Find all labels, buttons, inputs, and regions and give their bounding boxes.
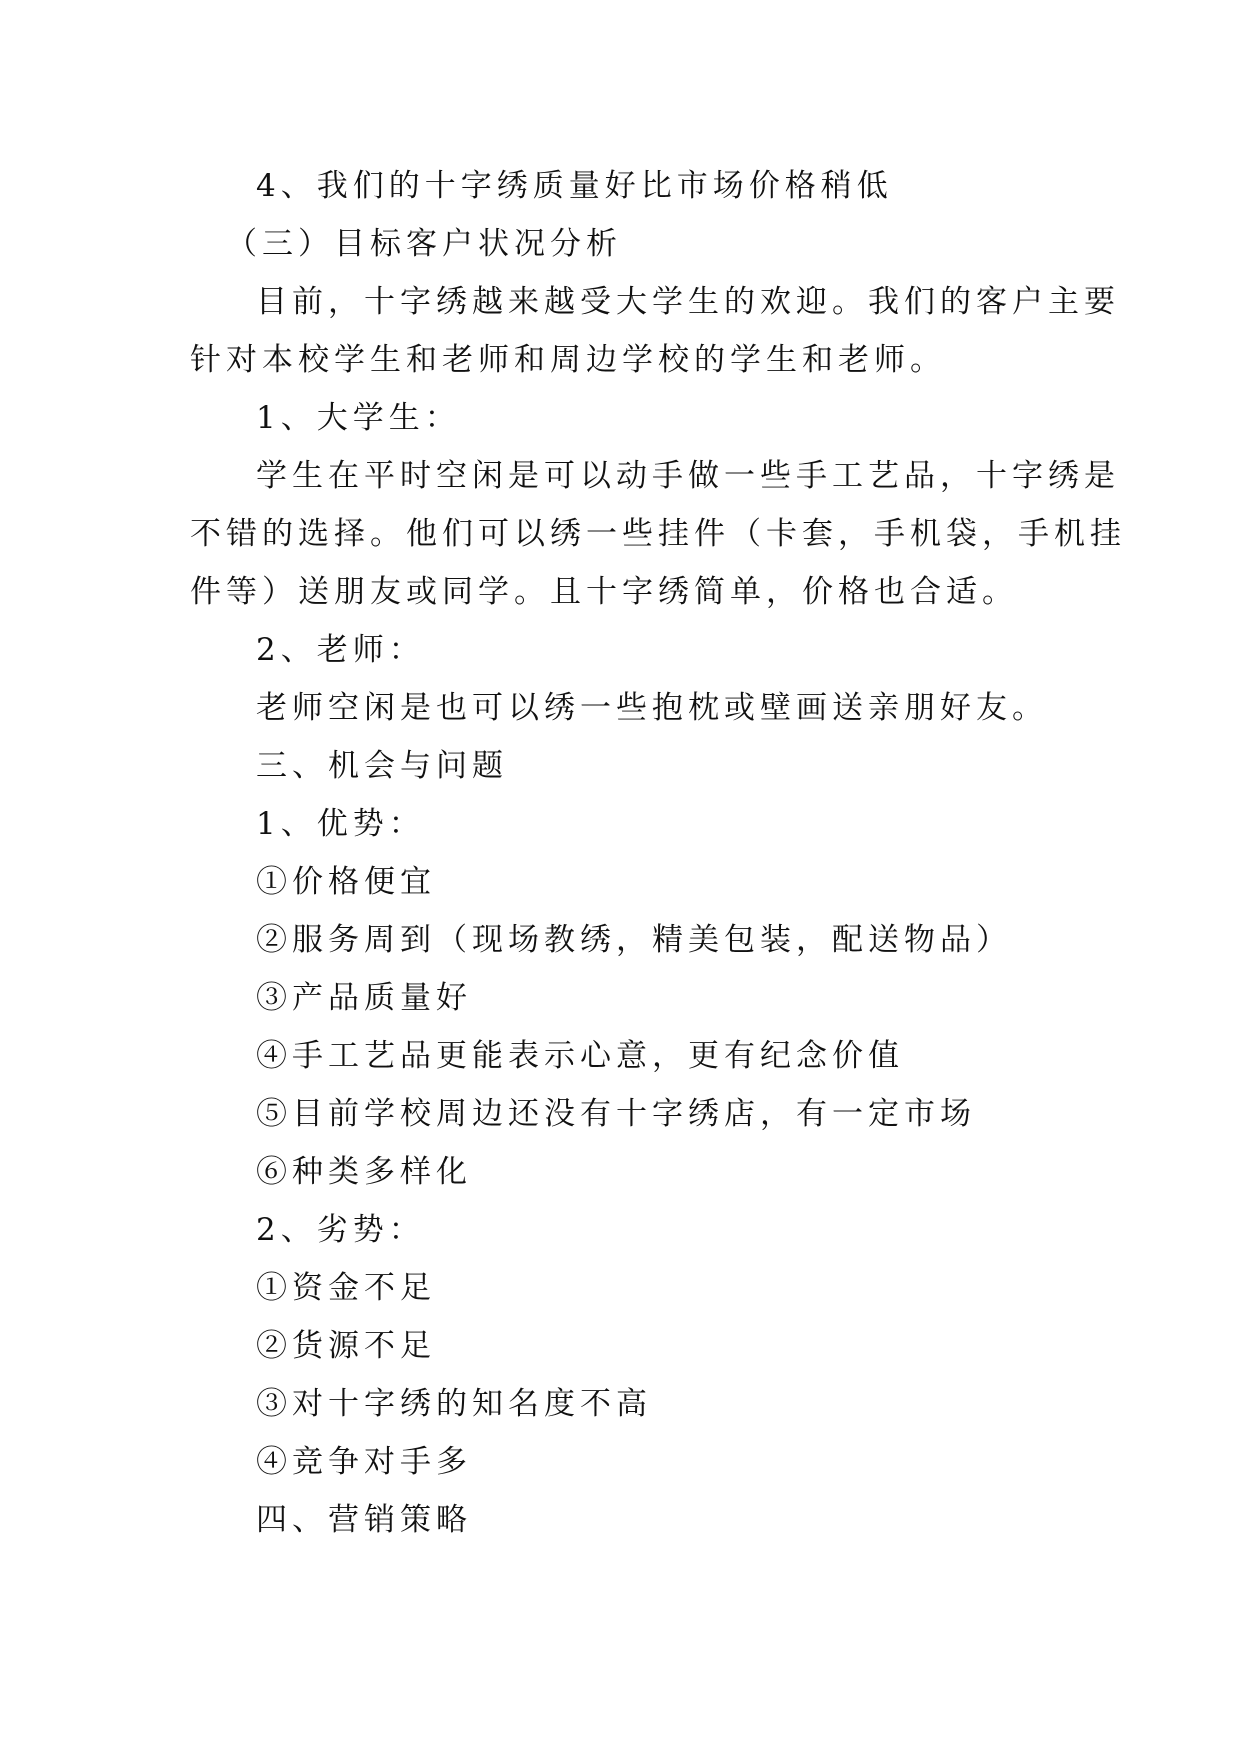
list-item: ②服务周到（现场教绣，精美包装，配送物品）: [256, 922, 1012, 958]
subheading-teachers: 2、老师：: [256, 632, 425, 668]
section-heading-marketing: 四、营销策略: [256, 1502, 472, 1538]
paragraph-line: 不错的选择。他们可以绣一些挂件（卡套，手机袋，手机挂: [190, 516, 1126, 552]
section-heading-opportunities: 三、机会与问题: [256, 748, 508, 784]
paragraph-line: 学生在平时空闲是可以动手做一些手工艺品，十字绣是: [256, 458, 1120, 494]
subheading-students: 1、大学生：: [256, 400, 461, 436]
list-item: ④手工艺品更能表示心意，更有纪念价值: [256, 1038, 904, 1074]
list-item: ②货源不足: [256, 1328, 436, 1364]
section-heading-target-customers: （三）目标客户状况分析: [226, 226, 622, 262]
list-item: ①资金不足: [256, 1270, 436, 1306]
list-item: ③对十字绣的知名度不高: [256, 1386, 652, 1422]
list-item: ⑥种类多样化: [256, 1154, 472, 1190]
subheading-strengths: 1、优势：: [256, 806, 425, 842]
subheading-weaknesses: 2、劣势：: [256, 1212, 425, 1248]
paragraph-line: 件等）送朋友或同学。且十字绣简单，价格也合适。: [190, 574, 1018, 610]
list-item: ④竞争对手多: [256, 1444, 472, 1480]
list-item: ③产品质量好: [256, 980, 472, 1016]
paragraph-line: 老师空闲是也可以绣一些抱枕或壁画送亲朋好友。: [256, 690, 1048, 726]
list-item-quality-price: 4、我们的十字绣质量好比市场价格稍低: [256, 168, 893, 204]
paragraph-line: 针对本校学生和老师和周边学校的学生和老师。: [190, 342, 946, 378]
list-item: ①价格便宜: [256, 864, 436, 900]
paragraph-line: 目前，十字绣越来越受大学生的欢迎。我们的客户主要: [256, 284, 1120, 320]
list-item: ⑤目前学校周边还没有十字绣店，有一定市场: [256, 1096, 976, 1132]
